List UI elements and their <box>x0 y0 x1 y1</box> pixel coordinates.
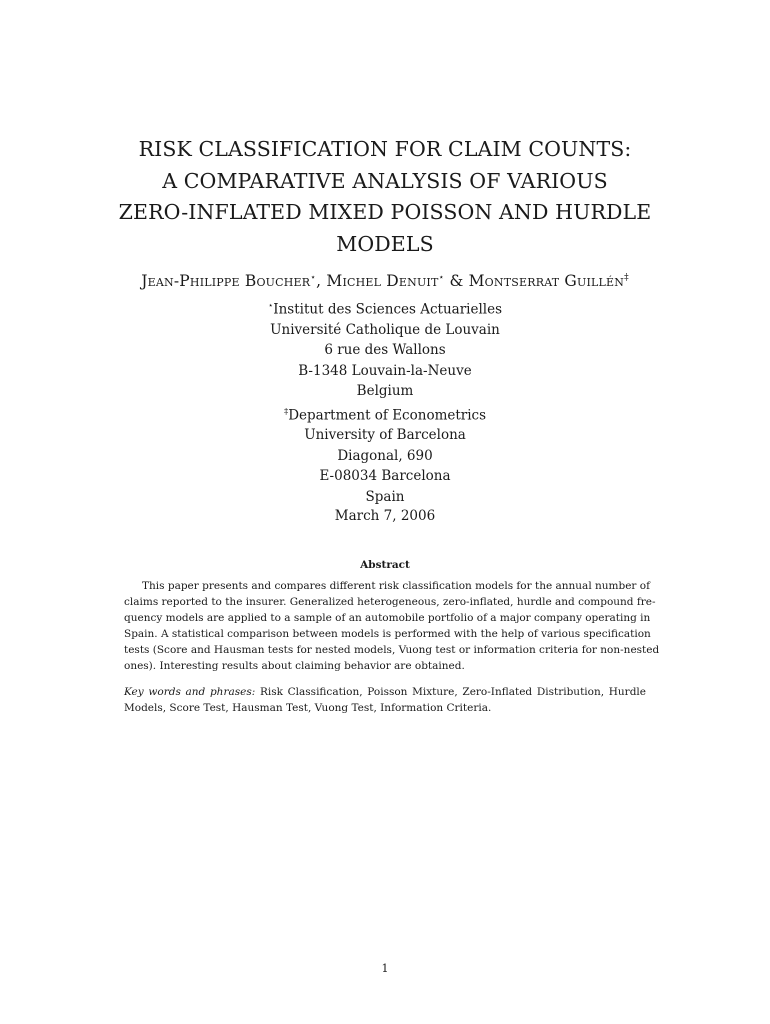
author-boucher-mark: ⋆ <box>310 272 317 283</box>
affiliation-1-line-5: Belgium <box>356 383 414 400</box>
author-boucher: Jean-Philippe Boucher <box>141 272 311 290</box>
keywords-line-1 <box>124 684 646 700</box>
affiliation-1-line-4: B-1348 Louvain-la-Neuve <box>298 362 472 379</box>
affiliation-2-line-5: Spain <box>365 488 405 505</box>
abstract-heading: Abstract <box>360 559 410 571</box>
title-line-1: RISK CLASSIFICATION FOR CLAIM COUNTS: <box>138 137 632 161</box>
affiliation-2-line-2: University of Barcelona <box>304 427 466 444</box>
abstract-line: Spain. A statistical comparison between models is performed with the help of various specification <box>124 628 651 640</box>
author-list <box>60 272 710 290</box>
affiliation-1-line-3: 6 rue des Wallons <box>324 342 446 359</box>
affiliation-1-line-1 <box>185 296 585 320</box>
affiliation-2-line-4: E-08034 Barcelona <box>319 468 451 485</box>
affiliation-2-line-3: Diagonal, 690 <box>337 447 433 464</box>
keywords <box>124 684 646 716</box>
title-line-4: MODELS <box>336 231 434 256</box>
keywords-line-2: Models, Score Test, Hausman Test, Vuong Test, Information Criteria. <box>124 702 492 714</box>
author-separator: , <box>316 272 327 290</box>
abstract-line: ones). Interesting results about claiming behavior are obtained. <box>124 660 465 672</box>
page-number: 1 <box>381 962 389 975</box>
affiliation-2-mark: ‡ <box>283 406 289 417</box>
author-denuit: Michel Denuit <box>326 272 439 290</box>
abstract-body <box>124 578 660 674</box>
abstract-line: tests (Score and Hausman tests for nested models, Vuong test or information criteria for non-nested <box>124 644 660 656</box>
keywords-label: Key words and phrases: <box>124 686 256 698</box>
author-denuit-mark: ⋆ <box>438 272 445 283</box>
title-line-2: A COMPARATIVE ANALYSIS OF VARIOUS <box>162 168 608 193</box>
affiliation-1-mark: ⋆ <box>267 301 274 311</box>
paper-title <box>80 134 690 260</box>
affiliation-2-line-1 <box>185 402 585 426</box>
keywords-text-1: Risk Classification, Poisson Mixture, Zero-Inflated Distribution, Hurdle <box>255 686 646 698</box>
author-separator: & <box>444 272 469 290</box>
author-guillen: Montserrat Guillén <box>468 272 625 290</box>
abstract-line: quency models are applied to a sample of an automobile portfolio of a major company operating in <box>124 612 651 624</box>
affiliation-1-line-2: Université Catholique de Louvain <box>270 321 500 338</box>
paper-date: March 7, 2006 <box>334 508 436 524</box>
affiliation-2-name: Department of Econometrics <box>288 407 487 424</box>
title-line-3: ZERO-INFLATED MIXED POISSON AND HURDLE <box>118 200 652 224</box>
author-guillen-mark: ‡ <box>624 272 629 283</box>
abstract-line: This paper presents and compares different risk classification models for the annual number of <box>142 580 650 592</box>
abstract-line: claims reported to the insurer. Generalized heterogeneous, zero-inflated, hurdle and compound fre- <box>124 596 656 608</box>
affiliation-1-name: Institut des Sciences Actuarielles <box>273 301 503 318</box>
affiliations <box>185 296 585 507</box>
